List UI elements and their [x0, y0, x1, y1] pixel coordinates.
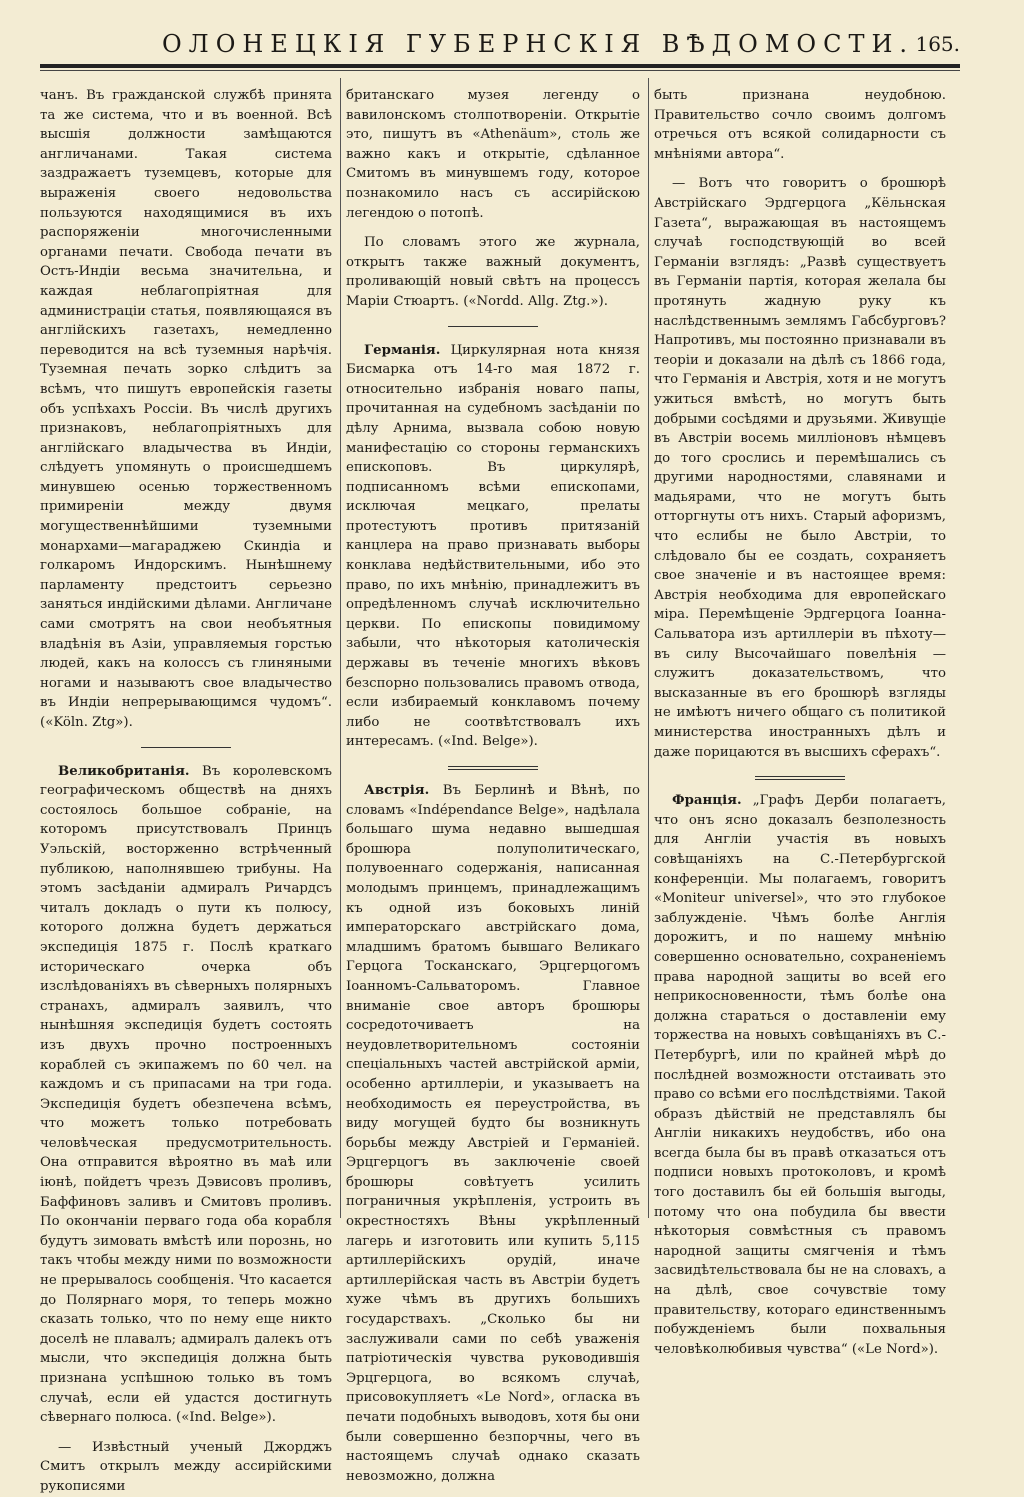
column-divider-1 [340, 78, 341, 1218]
germany-heading: Германія. [364, 342, 441, 358]
article-separator [448, 326, 538, 327]
article-separator [755, 776, 845, 777]
austria-article [346, 781, 640, 1486]
article-separator [448, 766, 538, 767]
france-heading: Франція. [672, 793, 742, 809]
column-1 [40, 86, 332, 1497]
germany-text: Циркулярная нота князя Бисмарка отъ 14-го мая 1872 г. относительно избранія новаго папы, прочитанная на судебномъ засѣданіи по дѣлу Арнима, вызвала собою новую манифестацію со стороны германскихъ епископовъ. Въ циркулярѣ, подписанномъ всѣми епископами, исключая мецкаго, прелаты протестуютъ противъ притязаній канцлера на право признавать выборы конклава недѣйствительными, ибо это право, по ихъ мнѣнію, принадлежитъ въ опредѣленномъ случаѣ исключительно церкви. По епископы повидимому забыли, что нѣкоторыя католическія державы въ теченіе многихъ вѣковъ безспорно пользовались правомъ отвода, если избираемый конклавомъ почему либо не соотвѣтствовалъ ихъ интересамъ. («Ind. Belge»). [346, 342, 640, 750]
france-article [654, 791, 946, 1359]
article-separator [141, 747, 231, 748]
page-header [40, 26, 960, 62]
column-divider-2 [648, 78, 649, 1218]
austria-article-end: быть признана неудобною. Правительство сочло своимъ долгомъ отречься отъ всякой солидарности съ мнѣніями автора“. [654, 88, 946, 162]
column-2 [346, 86, 640, 1486]
smith-article-end: британскаго музея легенду о вавилонскомъ столпотвореніи. Открытіе это, пишутъ въ «Athenäum», столь же важно какъ и открытіе, сдѣланное Смитомъ въ минувшемъ году, которое познакомило насъ съ ассирійскою легендою о потопѣ. [346, 88, 640, 221]
india-article-end: чанъ. Въ гражданской службѣ принята та же система, что и въ военной. Всѣ высшія должности замѣщаются англичанами. Такая система заздражаетъ туземцевъ, которые для выраженія своего недовольства пользуются находящимися въ ихъ распоряженіи многочисленными органами печати. Свобода печати въ Остъ-Индіи весьма значительна, и каждая неблагопріятная для администраціи статья, появляющаяся въ англійскихъ газетахъ, немедленно переводится на всѣ туземныя нарѣчія. Туземная печать зорко слѣдитъ за всѣмъ, что пишутъ европейскія газеты объ успѣхахъ Россіи. Въ числѣ другихъ признаковъ, неблагопріятныхъ для англійскаго владычества въ Индіи, слѣдуетъ упомянуть о происшедшемъ минувшею осенью торжественномъ примиреніи между двумя могущественнѣйшими туземными монархами—магараджею Скиндіа и голкаромъ Индорскимъ. Нынѣшнему парламенту предстоитъ серьезно заняться индійскими дѣлами. Англичане сами смотрятъ на свои необъятныя владѣнія въ Азіи, управляемыя горстью людей, какъ на колоссъ съ глиняными ногами и называютъ свое владычество въ Индіи непрерывающимся чудомъ“. («Köln. Ztg»). [40, 88, 332, 730]
page-number: 165. [915, 32, 960, 56]
great-britain-heading: Великобританія. [58, 763, 190, 779]
great-britain-article [40, 762, 332, 1428]
smith-article-start: — Извѣстный ученый Джорджъ Смитъ открылъ между ассирійскими рукописями [40, 1439, 332, 1494]
header-rule-thick [40, 64, 960, 68]
austria-text: Въ Берлинѣ и Вѣнѣ, по словамъ «Indépendance Belge», надѣлала большаго шума недавно вышедшая брошюра полуполитическаго, полувоеннаго содержанія, написанная молодымъ принцемъ, принадлежащимъ къ одной изъ боковыхъ линій императорскаго австрійскаго дома, младшимъ братомъ бывшаго Великаго Герцога Тосканскаго, Эрцгерцогомъ Іоанномъ-Сальваторомъ. Главное вниманіе свое авторъ брошюры сосредоточиваетъ на неудовлетворительномъ состояніи спеціальныхъ частей австрійской арміи, особенно артиллеріи, и указываетъ на необходимость ея переустройства, въ виду могущей будто бы возникнуть борьбы между Австріей и Германіей. Эрцгерцогъ въ заключеніе своей брошюры совѣтуетъ усилить пограничныя укрѣпленія, устроить въ окрестностяхъ Вѣны укрѣпленный лагерь и изготовить или купить 5,115 артиллерійскихъ орудій, иначе артиллерійская часть въ Австріи будетъ хуже чѣмъ въ другихъ большихъ государствахъ. „Сколько бы ни заслуживали сами по себѣ уваженія патріотическія чувства руководившія Эрцгерцога, во всякомъ случаѣ, присовокупляетъ «Le Nord», огласка въ печати подобныхъ выводовъ, хотя бы они были совершенно безпорчны, чего въ настоящемъ случаѣ однако сказать невозможно, должна [346, 783, 640, 1484]
newspaper-title: ОЛОНЕЦКІЯ ГУБЕРНСКІЯ ВѢДОМОСТИ. [162, 30, 915, 58]
mary-stuart-note: По словамъ этого же журнала, открытъ также важный документъ, проливающій новый свѣтъ на процессъ Маріи Стюартъ. («Nordd. Allg. Ztg.»). [346, 235, 640, 309]
column-3 [654, 86, 946, 1359]
france-text: „Графъ Дерби полагаетъ, что онъ ясно доказалъ безполезность для Англіи участія въ новыхъ совѣщаніяхъ на С.-Петербургской конференціи. Мы полагаемъ, говоритъ «Moniteur universel», что это глубокое заблужденіе. Чѣмъ болѣе Англія дорожитъ, и по нашему мнѣнію совершенно основательно, сохраненіемъ права народной защиты во всей его неприкосновенности, тѣмъ болѣе она должна стараться о доставленіи ему торжества на новыхъ совѣщаніяхъ въ С.-Петербургѣ, или по крайней мѣрѣ до послѣдней возможности отстаивать это право со всѣми его послѣдствіями. Такой образъ дѣйствій не представлялъ бы Англіи никакихъ неудобствъ, ибо она всегда была бы въ правѣ отказаться отъ подписи новыхъ протоколовъ, и кромѣ того доставилъ бы ей большія выгоды, потому что она побудила бы ввести нѣкоторыя совмѣстныя съ правомъ народной защиты смягченія и тѣмъ засвидѣтельствовала бы не на словахъ, а на дѣлѣ, свое сочувствіе тому правительству, котораго единственнымъ побужденіемъ были похвальныя человѣколюбивыя чувства“ («Le Nord»). [654, 793, 946, 1357]
germany-article [346, 341, 640, 752]
cologne-gazette-article: — Вотъ что говоритъ о брошюрѣ Австрійскаго Эрдгерцога „Кёльнская Газета“, выражающая въ настоящемъ случаѣ господствующій во всей Германіи взглядъ: „Развѣ существуетъ въ Германіи партія, которая желала бы протянуть жадную руку къ наслѣдственнымъ землямъ Габсбурговъ? Напротивъ, мы постоянно признавали въ теоріи и доказали на дѣлѣ съ 1866 года, что Германія и Австрія, хотя и не могутъ ужиться вмѣстѣ, но могутъ быть добрыми сосѣдями и друзьями. Живущіе въ Австріи восемь милліоновъ нѣмцевъ до того срослись и перемѣшались съ другими народностями, славянами и мадьярами, что не могутъ быть отторгнуты отъ нихъ. Старый афоризмъ, что еслибы не было Австріи, то слѣдовало бы ее создать, сохраняетъ свое значеніе и въ настоящее время: Австрія необходима для европейскаго міра. Перемѣщеніе Эрдгерцога Іоанна-Сальватора изъ артиллеріи въ пѣхоту—въ силу Высочайшаго повелѣнія — служитъ доказательствомъ, что высказанные въ его брошюрѣ взгляды не имѣютъ ничего общаго съ политикой министерства иностранныхъ дѣлъ и даже порицаются въ высшихъ сферахъ“. [654, 176, 946, 760]
austria-heading: Австрія. [364, 783, 430, 798]
header-rule-thin [40, 70, 960, 71]
great-britain-text: Въ королевскомъ географическомъ обществѣ на дняхъ состоялось большое собраніе, на которомъ присутствовалъ Принцъ Уэльскій, восторженно встрѣченный публикою, наполнявшею трибуны. На этомъ засѣданіи адмиралъ Ричардсъ читалъ докладъ о пути къ полюсу, которого должна будетъ держаться экспедиція 1875 г. Послѣ краткаго историческаго очерка объ изслѣдованіяхъ въ сѣверныхъ полярныхъ странахъ, адмиралъ заявилъ, что нынѣшняя экспедиція будетъ состоять изъ двухъ прочно построенныхъ кораблей съ экипажемъ по 60 чел. на каждомъ и съ припасами на три года. Экспедиція будетъ обезпечена всѣмъ, что можетъ только потребовать человѣческая предусмотрительность. Она отправится вѣроятно въ маѣ или іюнѣ, пойдетъ чрезъ Дэвисовъ проливъ, Баффиновъ заливъ и Смитовъ проливъ. По окончаніи перваго года оба корабля будутъ зимовать вмѣстѣ или порознь, но такъ чтобы между ними по возможности не прерывалось сообщенія. Что касается до Полярнаго моря, то теперь можно сказать только, что по нему еще никто доселѣ не плавалъ; адмиралъ далекъ отъ мысли, что экспедиція должна быть признана успѣшною только въ томъ случаѣ, если ей удастся достигнуть сѣвернаго полюса. («Ind. Belge»). [40, 763, 332, 1426]
